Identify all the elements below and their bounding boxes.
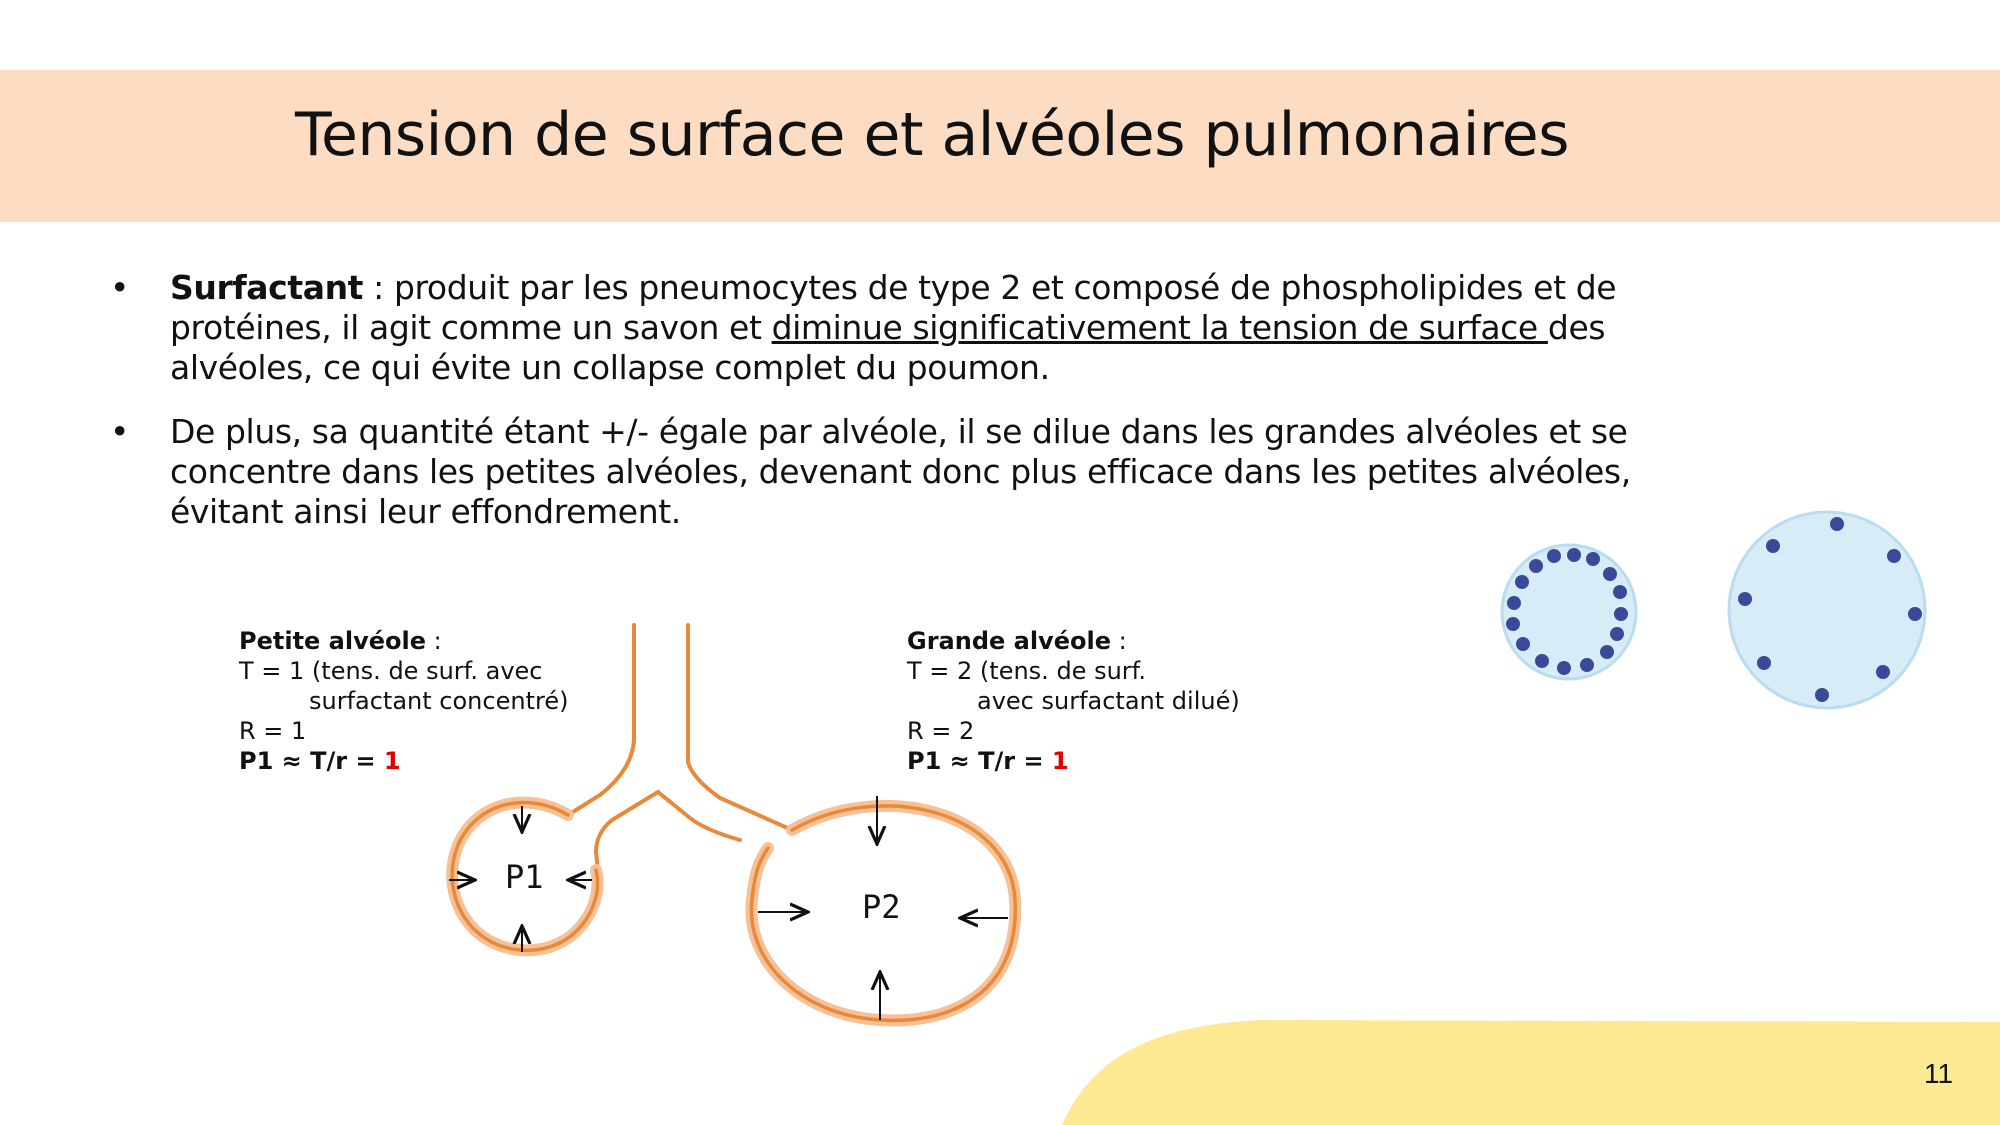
large-alveole-heading: Grande alvéole: [907, 627, 1111, 655]
small-alveole-tension-cont: surfactant concentré): [309, 687, 569, 715]
small-alveole-heading: Petite alvéole: [239, 627, 427, 655]
small-alveole-pressure-value: 1: [383, 747, 401, 775]
large-alveole-tension-cont: avec surfactant dilué): [977, 687, 1240, 715]
large-alveole-pressure-label: P1 ≈ T/r =: [907, 747, 1052, 775]
small-alveole-radius: R = 1: [239, 717, 307, 745]
small-alveole-tension: T = 1 (tens. de surf. avec: [239, 657, 543, 685]
bullet-icon: •: [110, 268, 130, 307]
small-alveole-colon: :: [426, 627, 442, 655]
small-alveole-label: P1: [505, 858, 544, 896]
bullet-bold-term: Surfactant: [170, 268, 364, 307]
bullet-text-after: des alvéoles, ce qui évite un collapse complet du poumon.: [170, 308, 1606, 387]
large-alveole-pressure-value: 1: [1051, 747, 1069, 775]
large-alveole-colon: :: [1110, 627, 1127, 655]
large-bubble: [1729, 512, 1925, 708]
large-alveole-radius: R = 2: [907, 717, 975, 745]
page-number: 11: [1924, 1058, 1954, 1089]
slide-title: Tension de surface et alvéoles pulmonaires: [295, 100, 1569, 170]
bullet-icon: •: [110, 412, 130, 451]
bullet-text-before: : produit par les pneumocytes de type 2 et composé de phospholipides et de protéines, il agit comme un savon et: [170, 268, 1617, 347]
large-alveole-label: P2: [862, 888, 901, 926]
small-alveole-pressure-label: P1 ≈ T/r =: [239, 747, 384, 775]
bullet-text: De plus, sa quantité étant +/- égale par alvéole, il se dilue dans les grandes alvéoles et se concentre dans les petites alvéoles, devenant donc plus efficace dans les petites alvéoles, évitant ainsi leur effondrement.: [170, 412, 1631, 531]
bullet-underlined-text: diminue significativement la tension de surface: [771, 308, 1548, 347]
small-bubble: [1502, 545, 1636, 679]
large-alveole-tension: T = 2 (tens. de surf.: [907, 657, 1146, 685]
